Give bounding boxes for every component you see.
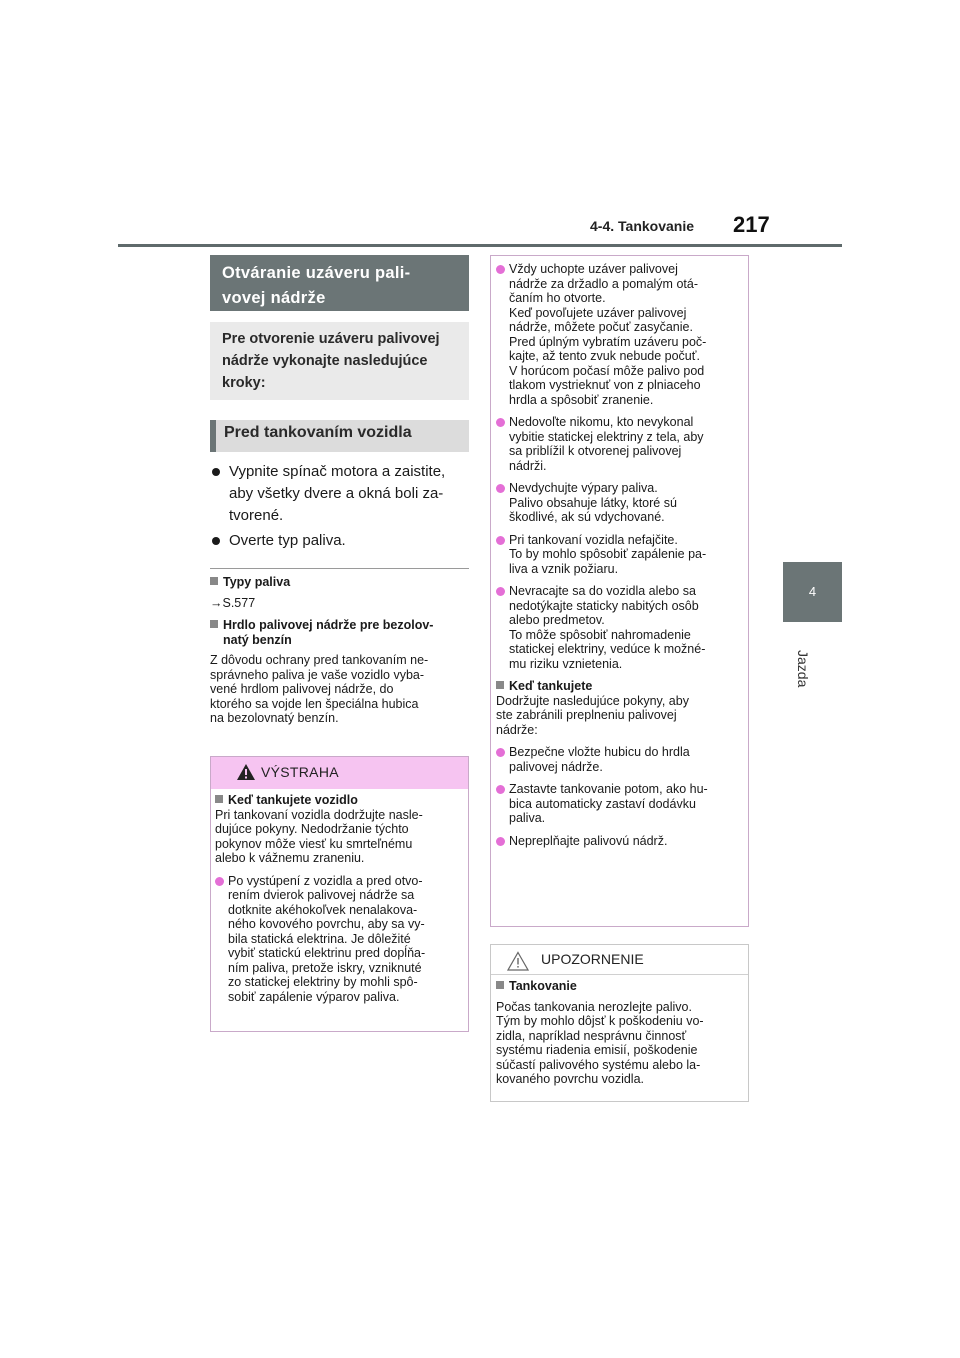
bullet-line: kajte, až tento zvuk nebude počuť. xyxy=(509,349,700,363)
warning-bullet xyxy=(496,584,744,671)
bullet-text-line: aby všetky dvere a okná boli za- xyxy=(229,485,444,502)
divider xyxy=(210,568,469,569)
intro-box xyxy=(210,322,469,400)
bullet-line: Zastavte tankovanie potom, ako hu- xyxy=(509,782,708,796)
notice-header xyxy=(491,945,748,975)
bullet-line: Nepreplňajte palivovú nádrž. xyxy=(509,833,668,848)
notice-heading: Tankovanie xyxy=(509,979,577,993)
bullet-line: Pri tankovaní vozidla nefajčite. xyxy=(509,532,678,547)
chapter-number: 4 xyxy=(808,584,817,599)
section-title: 4-4. Tankovanie xyxy=(590,218,695,234)
filler-text-line: ktorého sa vojde len špeciálna hubica xyxy=(210,696,419,711)
bullet-line: Keď povoľujete uzáver palivovej xyxy=(509,305,687,320)
warning-bullet-line: rením dvierok palivovej nádrže sa xyxy=(228,888,415,902)
filler-text-line: vené hrdlom palivovej nádrže, do xyxy=(210,682,394,696)
square-bullet-icon xyxy=(210,620,218,628)
bullet-line: Pred úplným vybratím uzáveru poč- xyxy=(509,334,707,349)
page-number: 217 xyxy=(733,212,770,237)
bullet-line: mu riziku vznietenia. xyxy=(509,656,623,671)
warning-continued-box xyxy=(490,255,749,927)
notice-box xyxy=(490,944,749,1102)
warning-text-line: pokynov môže viesť ku smrteľnému xyxy=(215,836,413,851)
fuel-types-section xyxy=(210,575,469,726)
bullet-line: To môže spôsobiť nahromadenie xyxy=(509,627,691,642)
intro-line: kroky: xyxy=(222,375,266,391)
bullet-line: alebo predmetov. xyxy=(509,613,605,627)
bullet-dot xyxy=(496,536,505,545)
bullet-line: To by mohlo spôsobiť zapálenie pa- xyxy=(509,547,707,561)
refuel-heading: Keď tankujete xyxy=(509,679,593,693)
warning-triangle-icon xyxy=(236,763,256,781)
filler-text-line: správneho paliva je vaše vozidlo vyba- xyxy=(210,667,425,682)
square-bullet-icon xyxy=(215,795,223,803)
bullet-line: Vždy uchopte uzáver palivovej xyxy=(509,262,678,276)
section-heading-line: vovej nádrže xyxy=(222,289,326,307)
bullet-line: tlakom vystrieknuť von z plniaceho xyxy=(509,378,701,392)
square-bullet-icon xyxy=(210,577,218,585)
bullet-dot xyxy=(496,587,505,596)
warning-bullet-line: vybiť statickú elektrinu pred dopĺňa- xyxy=(228,946,426,960)
warning-bullet xyxy=(496,782,744,826)
bullet-line: V horúcom počasí môže palivo pod xyxy=(509,363,705,378)
warning-bullet xyxy=(496,745,744,774)
notice-text-line: Počas tankovania nerozlejte palivo. xyxy=(496,999,692,1014)
warning-box xyxy=(210,756,469,1032)
bullet-dot xyxy=(212,537,220,545)
bullet-line: vybitie statickej elektriny z tela, aby xyxy=(509,429,704,444)
square-bullet-icon xyxy=(496,681,504,689)
notice-text-line: zidla, napríklad nesprávnu činnosť xyxy=(496,1028,687,1043)
chapter-tab xyxy=(783,562,842,622)
refuel-intro-line: Dodržujte nasledujúce pokyny, aby xyxy=(496,693,689,708)
intro-line: nádrže vykonajte nasledujúce xyxy=(222,353,428,369)
notice-label: UPOZORNENIE xyxy=(541,951,644,967)
bullet-line: liva a vznik požiaru. xyxy=(509,561,619,576)
chapter-label: Jazda xyxy=(795,650,811,688)
bullet-dot xyxy=(496,418,505,427)
warning-label: VÝSTRAHA xyxy=(261,764,339,780)
instruction-bullet xyxy=(212,461,445,527)
section-heading-line: Otváranie uzáveru pali- xyxy=(222,264,411,282)
notice-text-line: systému riadenia emisií, poškodenie xyxy=(496,1043,698,1057)
page-reference-link[interactable]: →S.577 xyxy=(210,595,256,610)
bullet-line: Bezpečne vložte hubicu do hrdla xyxy=(509,745,690,759)
header-divider xyxy=(118,244,842,247)
warning-bullet-line: Po vystúpení z vozidla a pred otvo- xyxy=(228,873,423,888)
warning-bullet-line: dotknite akéhokoľvek nenalakova- xyxy=(228,902,418,917)
bullet-dot xyxy=(496,484,505,493)
filler-text-line: Z dôvodu ochrany pred tankovaním ne- xyxy=(210,653,429,667)
warning-bullet xyxy=(496,481,744,525)
notice-text-line: Tým by mohlo dôjsť k poškodeniu vo- xyxy=(496,1014,704,1028)
bullet-line: čaním ho otvorte. xyxy=(509,291,606,305)
warning-bullet-line: bila statická elektrina. Je dôležité xyxy=(228,931,411,946)
bullet-line: statickej elektriny, vedúce k možné- xyxy=(509,642,706,656)
fuel-types-heading: Typy paliva xyxy=(223,575,291,589)
bullet-line: nedotýkajte staticky nabitých osôb xyxy=(509,598,699,613)
bullet-text-line: Overte typ paliva. xyxy=(229,532,346,549)
subheading: Pred tankovaním vozidla xyxy=(210,420,469,452)
warning-bullet xyxy=(496,415,744,473)
bullet-line: nádrži. xyxy=(509,458,547,473)
bullet-line: Nevracajte sa do vozidla alebo sa xyxy=(509,584,696,598)
bullet-line: palivovej nádrže. xyxy=(509,759,603,774)
bullet-dot xyxy=(496,785,505,794)
bullet-line: Palivo obsahuje látky, ktoré sú xyxy=(509,495,677,510)
filler-text-line: na bezolovnatý benzín. xyxy=(210,711,339,725)
bullet-line: škodlivé, ak sú vdychované. xyxy=(509,510,665,524)
bullet-text-line: Vypnite spínač motora a zaistite, xyxy=(229,463,446,480)
instruction-bullet xyxy=(212,530,346,552)
warning-text-line: alebo k vážnemu zraneniu. xyxy=(215,851,365,865)
bullet-line: paliva. xyxy=(509,811,546,825)
bullet-line: nádrže, môžete počuť zasyčanie. xyxy=(509,320,693,334)
warning-bullet-line: ného kovového povrchu, aby sa vy- xyxy=(228,917,425,931)
bullet-line: Nedovoľte nikomu, kto nevykonal xyxy=(509,415,694,429)
warning-bullet xyxy=(496,533,744,577)
caution-triangle-icon xyxy=(507,951,529,971)
bullet-line: sa priblížil k otvorenej palivovej xyxy=(509,444,682,458)
intro-line: Pre otvorenie uzáveru palivovej xyxy=(222,331,440,347)
bullet-line: hrdla a spôsobiť zranenie. xyxy=(509,392,654,407)
filler-heading-line: natý benzín xyxy=(223,632,292,647)
filler-heading-line: Hrdlo palivovej nádrže pre bezolov- xyxy=(223,618,434,632)
warning-text-line: Pri tankovaní vozidla dodržujte nasle- xyxy=(215,807,423,822)
bullet-text-line: tvorené. xyxy=(229,507,284,524)
warning-text-line: dujúce pokyny. Nedodržanie týchto xyxy=(215,822,409,836)
refuel-intro-line: nádrže: xyxy=(496,722,538,737)
bullet-line: nádrže za držadlo a pomalým otá- xyxy=(509,276,698,291)
warning-bullet-line: zo statickej elektriny by mohli spô- xyxy=(228,975,418,989)
bullet-dot xyxy=(212,468,220,476)
section-heading-box xyxy=(210,255,469,311)
bullet-dot xyxy=(215,877,224,886)
bullet-line: Nevdychujte výpary paliva. xyxy=(509,481,658,495)
notice-text-line: súčastí palivového systému alebo la- xyxy=(496,1057,701,1072)
warning-bullet-line: ním paliva, pretože iskry, vzniknuté xyxy=(228,960,422,975)
warning-header xyxy=(211,757,468,789)
warning-heading: Keď tankujete vozidlo xyxy=(228,793,358,807)
bullet-dot xyxy=(496,837,505,846)
bullet-dot xyxy=(496,265,505,274)
square-bullet-icon xyxy=(496,981,504,989)
bullet-dot xyxy=(496,748,505,757)
warning-bullet-line: sobiť zapálenie výparov paliva. xyxy=(228,989,400,1004)
notice-text-line: kovaného povrchu vozidla. xyxy=(496,1072,645,1086)
warning-bullet xyxy=(496,834,744,849)
warning-bullet xyxy=(496,262,744,407)
bullet-line: bica automaticky zastaví dodávku xyxy=(509,796,696,811)
warning-bullet xyxy=(215,874,464,1005)
refuel-intro-line: ste zabránili preplneniu palivovej xyxy=(496,708,677,722)
